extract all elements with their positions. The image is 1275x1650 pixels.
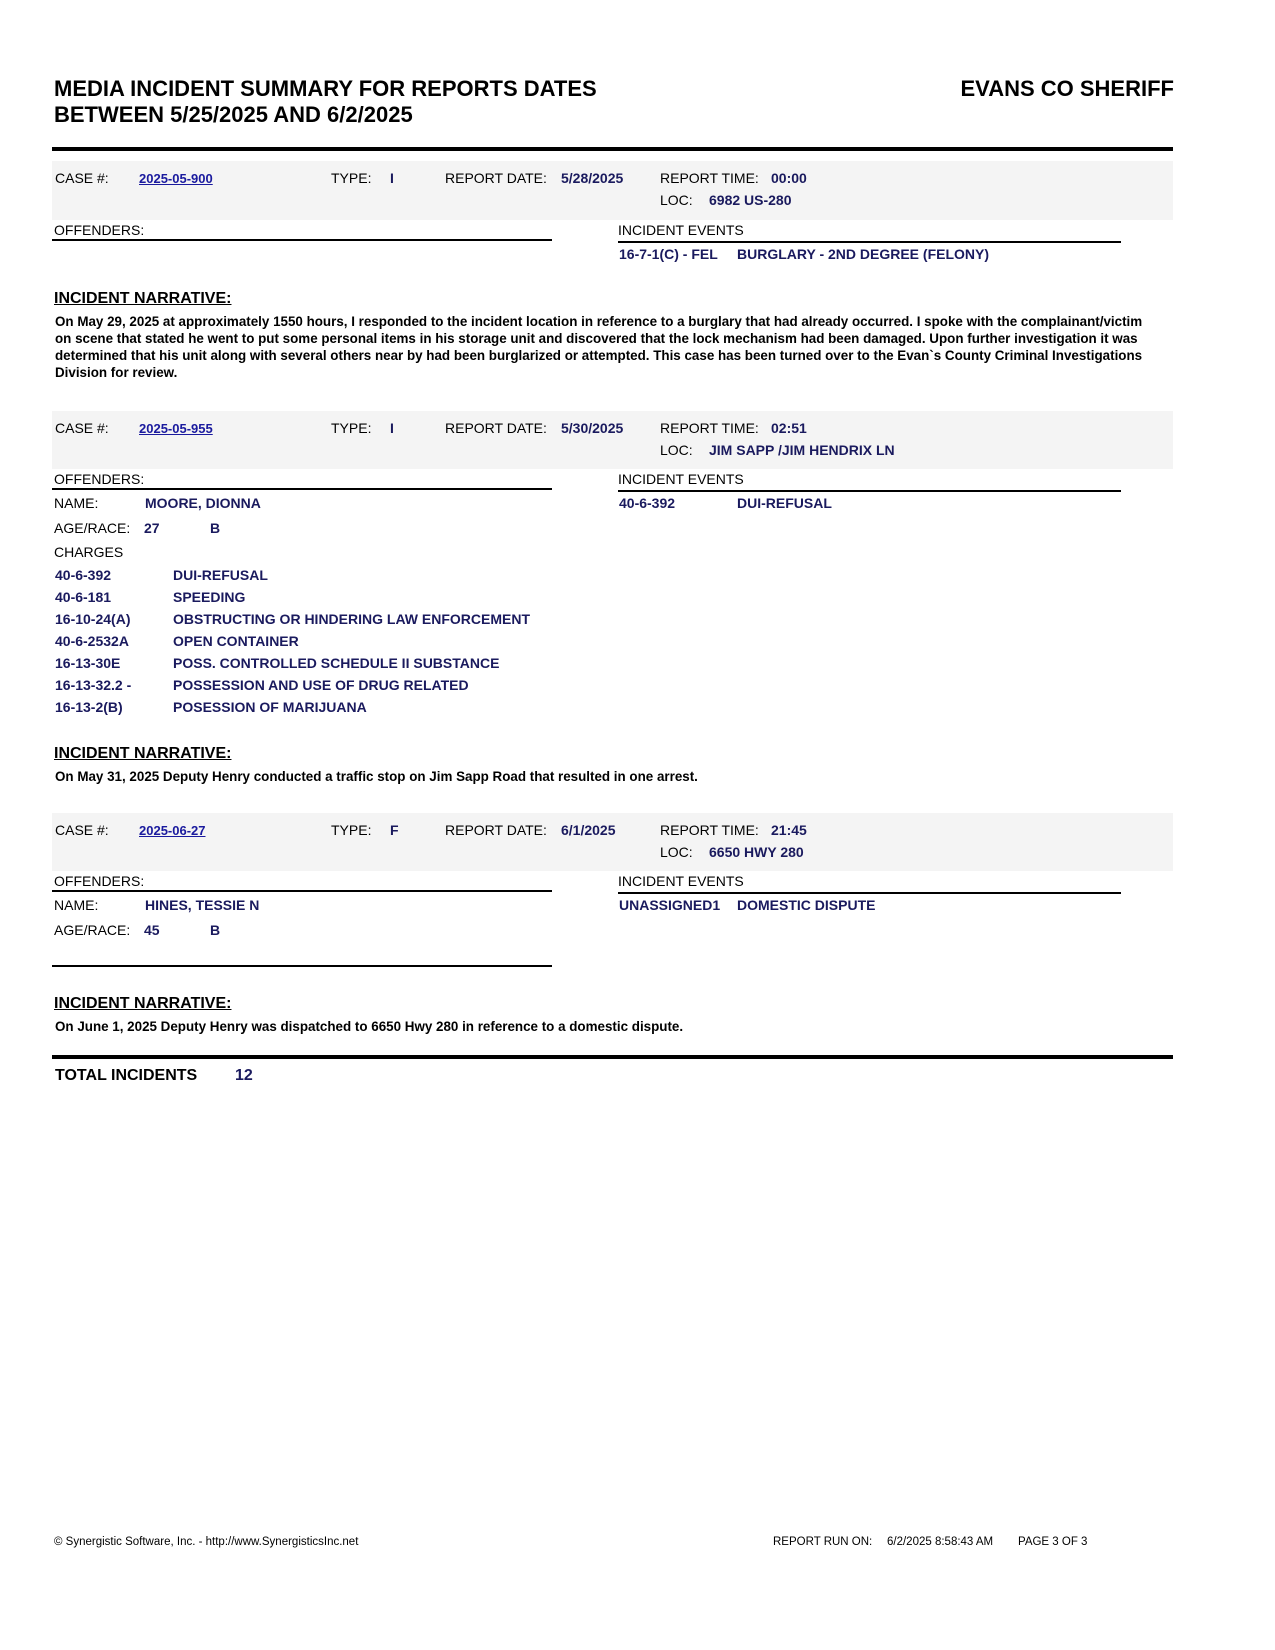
report-date-label: REPORT DATE: — [445, 822, 547, 838]
type-label: TYPE: — [331, 170, 372, 186]
charge-code: 16-13-30E — [55, 655, 121, 671]
event-code: 40-6-392 — [619, 495, 676, 511]
footer-run-label: REPORT RUN ON: — [773, 1536, 873, 1548]
offender-name: HINES, TESSIE N — [145, 897, 260, 913]
report-time-value: 21:45 — [771, 822, 807, 838]
incident-events-divider — [618, 241, 1121, 243]
loc-value: 6650 HWY 280 — [709, 844, 804, 860]
charge-row — [55, 655, 530, 677]
footer-run-value: 6/2/2025 8:58:43 AM — [887, 1536, 994, 1548]
charge-code: 40-6-392 — [55, 567, 112, 583]
agency-name: EVANS CO SHERIFF — [960, 76, 1174, 101]
loc-value: JIM SAPP /JIM HENDRIX LN — [709, 442, 895, 458]
event-description: DUI-REFUSAL — [737, 495, 832, 511]
narrative-text: On May 29, 2025 at approximately 1550 hours, I responded to the incident location in reference to a burglary that had already occurred. I spoke with the complainant/victim on scene that stated he went to put some personal items in his storage unit and discovered that the lock mechanism had been damaged. Upon further investigation it was determined that his unit along with several others near by had been burglarized or attempted. This case has been turned over to the Evan`s County Criminal Investigations Division for review. — [55, 314, 1143, 380]
charges-label: CHARGES — [54, 544, 124, 560]
report-time-value: 00:00 — [771, 170, 807, 186]
narrative-text: On May 31, 2025 Deputy Henry conducted a traffic stop on Jim Sapp Road that resulted in one arrest. — [55, 769, 698, 784]
charge-description: POSESSION OF MARIJUANA — [173, 699, 367, 715]
charge-description: SPEEDING — [173, 589, 246, 605]
loc-label: LOC: — [660, 192, 693, 208]
report-date-value: 6/1/2025 — [561, 822, 616, 838]
case-label: CASE #: — [55, 420, 109, 436]
charge-row — [55, 699, 530, 721]
report-date-label: REPORT DATE: — [445, 420, 547, 436]
report-title — [54, 76, 597, 128]
header-divider — [52, 147, 1173, 151]
charge-row — [55, 633, 530, 655]
age-race-label: AGE/RACE: — [54, 922, 131, 938]
event-code: 16-7-1(C) - FEL — [619, 246, 718, 262]
charge-code: 16-13-32.2 - — [55, 677, 132, 693]
offender-name: MOORE, DIONNA — [145, 495, 261, 511]
offenders-label: OFFENDERS: — [54, 471, 145, 487]
offenders-divider — [52, 890, 552, 892]
report-title-line1: MEDIA INCIDENT SUMMARY FOR REPORTS DATES — [54, 76, 597, 101]
charge-row — [55, 589, 530, 611]
total-incidents-label: TOTAL INCIDENTS — [55, 1067, 198, 1084]
case-label: CASE #: — [55, 822, 109, 838]
charge-description: OBSTRUCTING OR HINDERING LAW ENFORCEMENT — [173, 611, 530, 627]
charge-code: 16-10-24(A) — [55, 611, 131, 627]
offenders-divider — [52, 239, 552, 241]
loc-label: LOC: — [660, 442, 693, 458]
charge-description: DUI-REFUSAL — [173, 567, 268, 583]
age-race-label: AGE/RACE: — [54, 520, 131, 536]
charge-row — [55, 677, 530, 699]
offender-race: B — [210, 922, 221, 938]
case-number-link[interactable]: 2025-05-900 — [139, 171, 213, 186]
report-date-value: 5/28/2025 — [561, 170, 624, 186]
charge-code: 40-6-2532A — [55, 633, 129, 649]
report-time-value: 02:51 — [771, 420, 807, 436]
incident-events-divider — [618, 892, 1121, 894]
case-number-link[interactable]: 2025-06-27 — [139, 823, 206, 838]
incident-events-divider — [618, 490, 1121, 492]
type-value: I — [390, 170, 394, 186]
type-label: TYPE: — [331, 822, 372, 838]
report-time-label: REPORT TIME: — [660, 822, 759, 838]
type-label: TYPE: — [331, 420, 372, 436]
totals-divider — [52, 1055, 1173, 1059]
name-label: NAME: — [54, 897, 99, 913]
event-description: DOMESTIC DISPUTE — [737, 897, 876, 913]
report-date-label: REPORT DATE: — [445, 170, 547, 186]
offender-end-divider — [52, 965, 552, 967]
charges-list — [55, 567, 530, 721]
narrative-heading: INCIDENT NARRATIVE: — [54, 290, 232, 307]
loc-label: LOC: — [660, 844, 693, 860]
offenders-label: OFFENDERS: — [54, 222, 145, 238]
charge-code: 16-13-2(B) — [55, 699, 123, 715]
offender-age: 45 — [144, 922, 160, 938]
name-label: NAME: — [54, 495, 99, 511]
type-value: F — [390, 822, 399, 838]
report-time-label: REPORT TIME: — [660, 420, 759, 436]
total-incidents-value: 12 — [235, 1067, 253, 1084]
offenders-divider — [52, 488, 552, 490]
footer-page-number: PAGE 3 OF 3 — [1018, 1536, 1088, 1548]
report-title-line2: BETWEEN 5/25/2025 AND 6/2/2025 — [54, 102, 413, 127]
offenders-label: OFFENDERS: — [54, 873, 145, 889]
event-description: BURGLARY - 2ND DEGREE (FELONY) — [737, 246, 990, 262]
type-value: I — [390, 420, 394, 436]
offender-race: B — [210, 520, 221, 536]
incident-events-label: INCIDENT EVENTS — [618, 471, 744, 487]
case-label: CASE #: — [55, 170, 109, 186]
narrative-heading: INCIDENT NARRATIVE: — [54, 995, 232, 1012]
event-code: UNASSIGNED1 — [619, 897, 721, 913]
loc-value: 6982 US-280 — [709, 192, 792, 208]
report-date-value: 5/30/2025 — [561, 420, 624, 436]
charge-description: OPEN CONTAINER — [173, 633, 299, 649]
charge-row — [55, 611, 530, 633]
charge-code: 40-6-181 — [55, 589, 112, 605]
incident-events-label: INCIDENT EVENTS — [618, 222, 744, 238]
offender-age: 27 — [144, 520, 160, 536]
incident-events-label: INCIDENT EVENTS — [618, 873, 744, 889]
narrative-heading: INCIDENT NARRATIVE: — [54, 745, 232, 762]
charge-description: POSSESSION AND USE OF DRUG RELATED — [173, 677, 469, 693]
charge-row — [55, 567, 530, 589]
charge-description: POSS. CONTROLLED SCHEDULE II SUBSTANCE — [173, 655, 500, 671]
report-time-label: REPORT TIME: — [660, 170, 759, 186]
narrative-text: On June 1, 2025 Deputy Henry was dispatched to 6650 Hwy 280 in reference to a domestic dispute. — [55, 1019, 684, 1034]
footer-copyright: © Synergistic Software, Inc. - http://www.SynergisticsInc.net — [54, 1536, 359, 1548]
case-number-link[interactable]: 2025-05-955 — [139, 421, 213, 436]
